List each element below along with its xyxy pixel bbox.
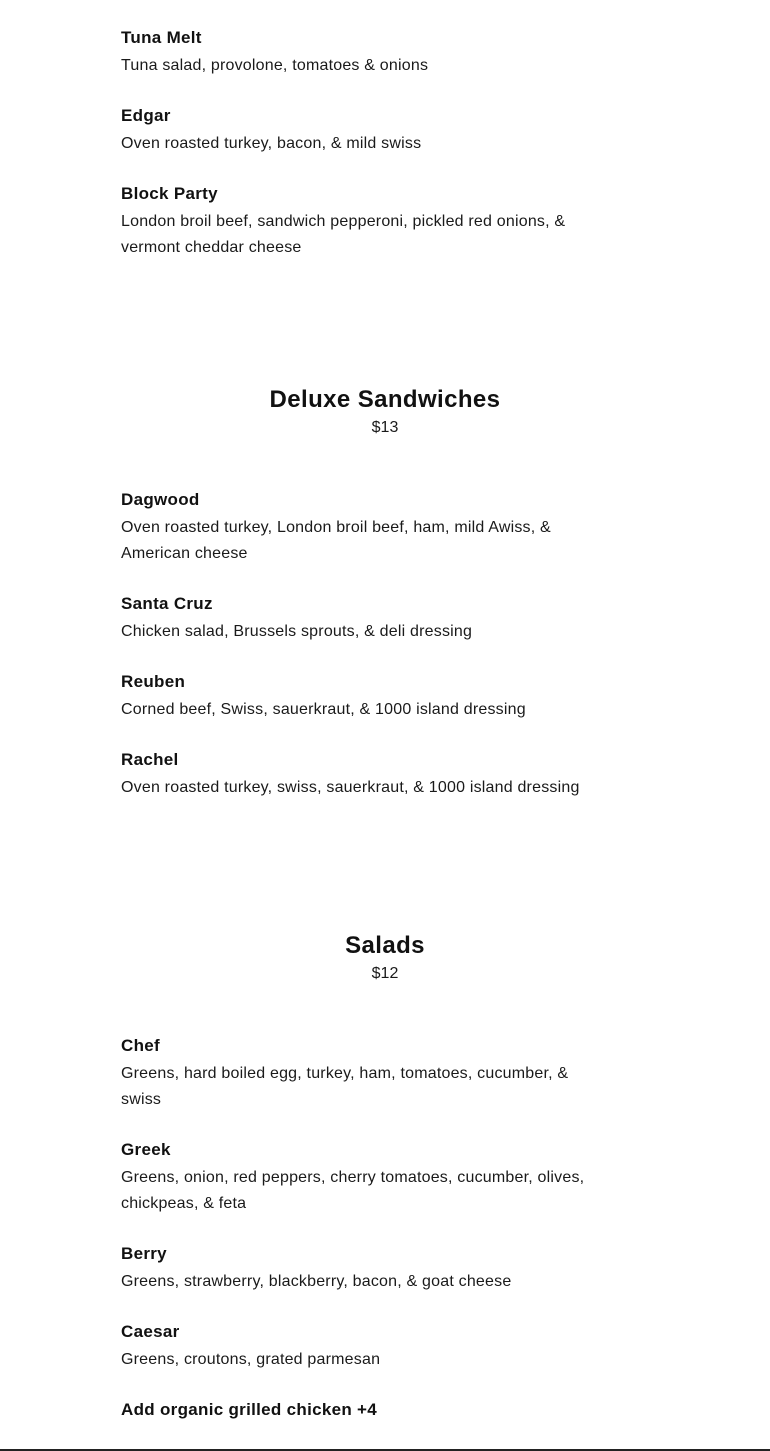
salad-list: [121, 1035, 601, 1447]
item-description: Oven roasted turkey, London broil beef, ham, mild Awiss, & American cheese: [121, 519, 551, 562]
section-title: Salads: [345, 932, 425, 959]
menu-item-berry: [121, 1243, 601, 1295]
item-description: Greens, croutons, grated parmesan: [121, 1351, 381, 1368]
menu-item-tuna-melt: [121, 27, 601, 79]
item-name: Add organic grilled chicken +4: [121, 1400, 378, 1419]
section-header-salads: [0, 931, 770, 985]
deluxe-sandwich-list: [121, 489, 601, 827]
item-description: Corned beef, Swiss, sauerkraut, & 1000 island dressing: [121, 701, 526, 718]
item-name: Reuben: [121, 672, 186, 691]
section-title: Deluxe Sandwiches: [269, 386, 501, 413]
menu-item-caesar: [121, 1321, 601, 1373]
menu-item-edgar: [121, 105, 601, 157]
item-name: Block Party: [121, 184, 218, 203]
item-name: Berry: [121, 1244, 167, 1263]
item-description: Oven roasted turkey, swiss, sauerkraut, & 1000 island dressing: [121, 779, 580, 796]
item-description: Greens, hard boiled egg, turkey, ham, tomatoes, cucumber, & swiss: [121, 1065, 569, 1108]
item-description: Greens, strawberry, blackberry, bacon, & goat cheese: [121, 1273, 512, 1290]
menu-item-rachel: [121, 749, 601, 801]
item-name: Caesar: [121, 1322, 180, 1341]
item-description: Tuna salad, provolone, tomatoes & onions: [121, 57, 429, 74]
menu-item-dagwood: [121, 489, 601, 567]
item-name: Chef: [121, 1036, 160, 1055]
menu-item-add-chicken: [121, 1399, 601, 1421]
item-name: Dagwood: [121, 490, 200, 509]
item-description: London broil beef, sandwich pepperoni, pickled red onions, & vermont cheddar cheese: [121, 213, 566, 256]
menu-item-chef: [121, 1035, 601, 1113]
item-description: Oven roasted turkey, bacon, & mild swiss: [121, 135, 422, 152]
menu-item-block-party: [121, 183, 601, 261]
section-price: $13: [371, 419, 399, 436]
item-name: Tuna Melt: [121, 28, 202, 47]
item-name: Rachel: [121, 750, 179, 769]
sandwich-list: [121, 27, 601, 287]
section-price: $12: [371, 965, 399, 982]
item-description: Greens, onion, red peppers, cherry tomatoes, cucumber, olives, chickpeas, & feta: [121, 1169, 585, 1212]
section-header-deluxe-sandwiches: [0, 385, 770, 439]
menu-item-reuben: [121, 671, 601, 723]
item-name: Greek: [121, 1140, 171, 1159]
menu-item-greek: [121, 1139, 601, 1217]
item-name: Santa Cruz: [121, 594, 213, 613]
item-name: Edgar: [121, 106, 171, 125]
item-description: Chicken salad, Brussels sprouts, & deli dressing: [121, 623, 473, 640]
menu-item-santa-cruz: [121, 593, 601, 645]
